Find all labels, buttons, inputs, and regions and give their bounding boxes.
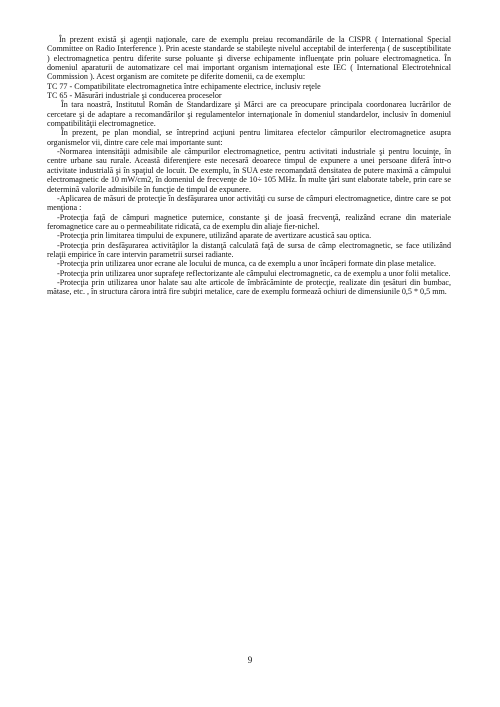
page-number: 9: [247, 655, 253, 665]
paragraph-romania: În tara noastră, Institutul Român de Standardizare şi Mărci are ca preocupare principala coordonarea lucrărilor de cercetare şi de adaptare a recomandărilor şi regulamentelor internaţionale în domeniul standardelor, inclusiv în domeniul compatibilităţii electromagnetice.: [47, 100, 451, 129]
paragraph-tc77: TC 77 - Compatibilitate electromagnetica între echipamente electrice, inclusiv reţele: [47, 81, 321, 91]
paragraph-normalization: -Normarea intensităţii admisibile ale câmpurilor electromagnetice, pentru activitati industriale şi pentru locuinţe, în centre urbane sau rurale. Această diferenţiere este necesară deoarece timpul de expunere a unei persoane diferă într-o activitate industrială şi în spaţiul de locuit. De exemplu, în SUA este recomandată densitatea de putere maximă a câmpului electromagnetic de 10 mW/cm2, în domeniul de frecvenţe de 10÷ 105 MHz. În multe ţări sunt elaborate tabele, prin care se determină valorile admisibile în funcţie de timpul de expunere.: [47, 147, 451, 194]
paragraph-agencies: În prezent există şi agenţii naţionale, care de exemplu preiau recomandările de la CISPR ( International Special Committee on Radio Interference ). Prin aceste standarde se stabileşte nivelul acceptabil de interferenţa ( de susceptibilitate ) electromagnetica pentru diferite surse poluante şi diverse echipamente influenţate prin poluare electromagnetica. În domeniul aparaturii de automatizare cel mai important organism internaţional este IEC ( International Electrotehnical Commission ). Acest organism are comitete pe diferite domenii, ca de exemplu:: [47, 35, 451, 82]
paragraph-exposure-time: -Protecţia prin limitarea timpului de expunere, utilizând aparate de avertizare acustică sau optica.: [57, 231, 372, 241]
paragraph-reflective-surfaces: -Protecţia prin utilizarea unor suprafeţe reflectorizante ale câmpului electromagnetic, ca de exemplu a unor folii metalice.: [57, 268, 451, 278]
page-body: [47, 35, 451, 297]
paragraph-screens: -Protecţia prin utilizarea unor ecrane ale locului de munca, ca de exemplu a unor încăperi formate din plase metalice.: [57, 259, 436, 269]
paragraph-magnetic-shielding: -Protecţia faţă de câmpuri magnetice puternice, constante şi de joasă frecvenţă, realizând ecrane din materiale feromagnetice care au o permeabilitate ridicată, ca de exemplu din aliaje fier-nichel.: [47, 212, 451, 231]
paragraph-distance: -Protecţia prin desfăşurarea activităţilor la distanţă calculată faţă de sursa de câmp electromagnetic, se face utilizând relaţii empirice în care intervin parametrii sursei radiante.: [47, 240, 451, 259]
paragraph-protective-clothing: -Protecţia prin utilizarea unor halate sau alte articole de îmbrăcăminte de protecţie, realizate din ţesături din bumbac, mătase, etc. , în structura cărora intră fire subţiri metalice, care de exemplu formează ochiuri de dimensiunile 0,5 * 0,5 mm.: [47, 277, 451, 297]
paragraph-tc65: TC 65 - Măsurări industriale şi conducerea proceselor: [47, 91, 222, 101]
paragraph-protection-measures: -Aplicarea de măsuri de protecţie în desfăşurarea unor activităţi cu surse de câmpuri electromagnetice, dintre care se pot menţiona :: [47, 193, 451, 213]
paragraph-actions-intro: În prezent, pe plan mondial, se întreprind acţiuni pentru limitarea efectelor câmpurilor electromagnetice asupra organismelor vii, dintre care cele mai importante sunt:: [47, 128, 451, 147]
